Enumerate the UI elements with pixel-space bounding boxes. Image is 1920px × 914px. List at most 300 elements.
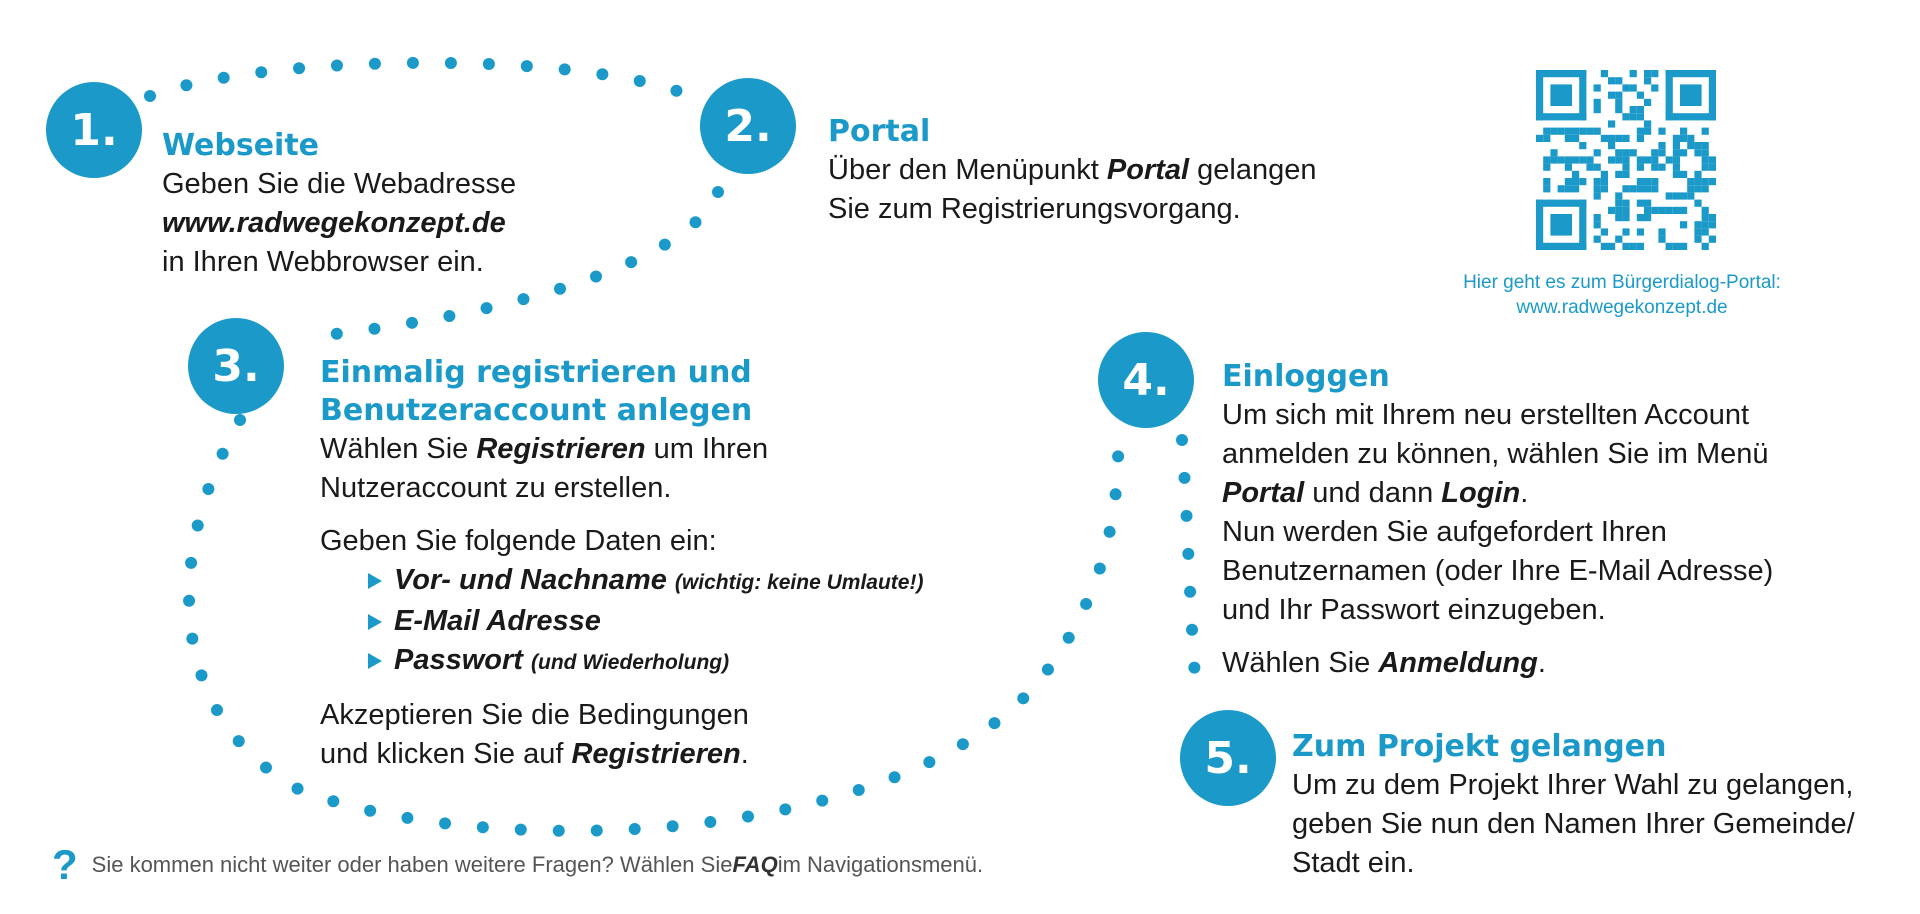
qr-module (1594, 214, 1601, 221)
connector-dot (1110, 488, 1122, 500)
qr-module (1694, 149, 1701, 156)
qr-finder (1536, 113, 1586, 120)
qr-module (1702, 142, 1709, 149)
qr-module (1586, 128, 1593, 135)
qr-module (1666, 192, 1673, 199)
qr-module (1586, 164, 1593, 171)
qr-module (1694, 185, 1701, 192)
faq-link[interactable]: FAQ (732, 852, 778, 877)
qr-module (1637, 92, 1644, 99)
qr-module (1615, 207, 1622, 214)
qr-module (1622, 149, 1629, 156)
qr-module (1658, 207, 1665, 214)
qr-module (1637, 156, 1644, 163)
qr-module (1644, 128, 1651, 135)
connector-dot (183, 595, 195, 607)
faq-text: Sie kommen nicht weiter oder haben weitere Fragen? Wählen Sie (91, 852, 733, 877)
step-3 (320, 354, 923, 774)
step-4-line: Um sich mit Ihrem neu erstellten Account (1222, 399, 1750, 431)
connector-dot (521, 60, 533, 72)
step-3-line (320, 430, 923, 469)
qr-module (1594, 149, 1601, 156)
connector-dot (634, 75, 646, 87)
login-label: Login (1441, 477, 1521, 509)
text: Über den Menüpunkt (828, 154, 1107, 186)
qr-module (1565, 128, 1572, 135)
step-3-line (320, 735, 923, 774)
connector-dot (670, 85, 682, 97)
qr-module (1680, 221, 1687, 228)
text: . (1537, 647, 1546, 679)
qr-module (1709, 178, 1716, 185)
qr-module (1601, 178, 1608, 185)
connector-dot (590, 271, 602, 283)
qr-module (1644, 77, 1651, 84)
connector-dot (515, 824, 527, 836)
qr-finder (1536, 243, 1586, 250)
qr-module (1608, 243, 1615, 250)
qr-module (1658, 236, 1665, 243)
qr-module (1622, 207, 1629, 214)
menu-portal-label: Portal (1222, 477, 1305, 509)
faq-text: im Navigationsmenü. (777, 852, 984, 877)
qr-module (1702, 207, 1709, 214)
connector-dot (553, 825, 565, 837)
connector-dot (217, 448, 229, 460)
qr-module (1615, 214, 1622, 221)
step-1-line: in Ihren Webbrowser ein. (162, 246, 484, 278)
qr-module (1615, 171, 1622, 178)
qr-finder (1680, 84, 1702, 106)
qr-module (1637, 128, 1644, 135)
qr-module (1615, 99, 1622, 106)
text: . (740, 738, 749, 770)
qr-module (1637, 214, 1644, 221)
text: . (1520, 477, 1529, 509)
qr-module (1615, 192, 1622, 199)
qr-finder (1536, 70, 1543, 120)
qr-module (1622, 200, 1629, 207)
step-2 (828, 113, 1317, 229)
connector-dot (439, 817, 451, 829)
triangle-bullet-icon (368, 573, 382, 589)
bullet-item (368, 602, 923, 641)
qr-module (1694, 221, 1701, 228)
text: Wählen Sie (1222, 647, 1379, 679)
qr-module (1709, 156, 1716, 163)
qr-module (1630, 84, 1637, 91)
qr-module (1673, 156, 1680, 163)
qr-module (1709, 214, 1716, 221)
qr-module (1644, 214, 1651, 221)
connector-dot (369, 58, 381, 70)
connector-dot (260, 762, 272, 774)
qr-module (1615, 156, 1622, 163)
qr-module (1702, 185, 1709, 192)
qr-module (1608, 156, 1615, 163)
connector-dot (368, 323, 380, 335)
qr-module (1608, 77, 1615, 84)
step-3-line: Akzeptieren Sie die Bedingungen (320, 699, 749, 731)
qr-module (1702, 243, 1709, 250)
qr-finder (1550, 84, 1572, 106)
qr-module (1680, 243, 1687, 250)
qr-module (1572, 128, 1579, 135)
qr-module (1644, 99, 1651, 106)
qr-finder (1550, 214, 1572, 236)
qr-module (1630, 113, 1637, 120)
qr-module (1615, 236, 1622, 243)
connector-dot (1017, 692, 1029, 704)
step-5-line: geben Sie nun den Namen Ihrer Gemeinde/ (1292, 808, 1855, 840)
qr-module (1622, 228, 1629, 235)
triangle-bullet-icon (368, 653, 382, 669)
connector-dot (667, 820, 679, 832)
connector-dot (1042, 663, 1054, 675)
qr-module (1572, 178, 1579, 185)
connector-dot (255, 66, 267, 78)
qr-module (1687, 135, 1694, 142)
step-4-badge: 4. (1098, 332, 1194, 428)
qr-module (1608, 135, 1615, 142)
connector-dot (180, 79, 192, 91)
connector-dot (816, 795, 828, 807)
qr-finder (1579, 70, 1586, 120)
qr-module (1550, 128, 1557, 135)
connector-dot (779, 803, 791, 815)
qr-module (1644, 207, 1651, 214)
connector-dot (554, 283, 566, 295)
qr-module (1680, 135, 1687, 142)
connector-dot (218, 72, 230, 84)
qr-module (1680, 149, 1687, 156)
connector-dot (406, 317, 418, 329)
qr-module (1565, 156, 1572, 163)
step-5-line: Um zu dem Projekt Ihrer Wahl zu gelangen, (1292, 769, 1854, 801)
connector-dot (331, 59, 343, 71)
qr-module (1637, 178, 1644, 185)
qr-module (1644, 185, 1651, 192)
qr-module (1543, 128, 1550, 135)
qr-finder (1536, 200, 1586, 207)
connector-dot (192, 519, 204, 531)
qr-module (1594, 221, 1601, 228)
qr-module (1637, 185, 1644, 192)
connector-dot (629, 823, 641, 835)
qr-module (1687, 142, 1694, 149)
connector-dot (196, 669, 208, 681)
qr-module (1658, 228, 1665, 235)
step-3-badge: 3. (188, 318, 284, 414)
anmeldung-label: Anmeldung (1378, 647, 1538, 679)
qr-module (1565, 135, 1572, 142)
qr-module (1702, 221, 1709, 228)
faq-hint (52, 841, 984, 888)
qr-caption-url: www.radwegekonzept.de (1516, 297, 1728, 318)
qr-module (1702, 164, 1709, 171)
qr-finder (1666, 70, 1716, 77)
qr-module (1680, 207, 1687, 214)
qr-module (1594, 164, 1601, 171)
text: und klicken Sie auf (320, 738, 572, 770)
qr-module (1615, 149, 1622, 156)
qr-module (1543, 164, 1550, 171)
qr-module (1680, 192, 1687, 199)
connector-dot (1112, 450, 1124, 462)
text: gelangen (1189, 154, 1317, 186)
qr-module (1615, 92, 1622, 99)
connector-dot (445, 57, 457, 69)
qr-module (1694, 200, 1701, 207)
connector-dot (1182, 548, 1194, 560)
step-3-line: Geben Sie folgende Daten ein: (320, 525, 717, 557)
connector-dot (1178, 472, 1190, 484)
qr-module (1622, 171, 1629, 178)
qr-module (1637, 243, 1644, 250)
qr-module (1694, 228, 1701, 235)
qr-module (1608, 92, 1615, 99)
qr-module (1550, 149, 1557, 156)
qr-module (1651, 70, 1658, 77)
connector-dot (625, 256, 637, 268)
step-2-line (828, 151, 1317, 190)
qr-module (1558, 185, 1565, 192)
qr-module (1622, 84, 1629, 91)
step-3-line: Nutzeraccount zu erstellen. (320, 472, 672, 504)
qr-module (1637, 113, 1644, 120)
step-2-badge: 2. (700, 78, 796, 174)
qr-module (1594, 236, 1601, 243)
qr-module (1601, 243, 1608, 250)
connector-dot (364, 805, 376, 817)
connector-dot (233, 735, 245, 747)
bullet-note: (wichtig: keine Umlaute!) (674, 571, 924, 594)
step-1 (162, 127, 516, 282)
qr-module (1673, 135, 1680, 142)
qr-module (1658, 128, 1665, 135)
qr-finder (1536, 70, 1586, 77)
qr-module (1694, 178, 1701, 185)
qr-module (1558, 128, 1565, 135)
qr-module (1594, 99, 1601, 106)
qr-module (1702, 156, 1709, 163)
connector-dot (559, 63, 571, 75)
qr-module (1694, 142, 1701, 149)
qr-module (1543, 185, 1550, 192)
qr-module (1630, 106, 1637, 113)
qr-module (1579, 142, 1586, 149)
qr-module (1637, 200, 1644, 207)
qr-module (1637, 135, 1644, 142)
qr-module (1608, 207, 1615, 214)
qr-code[interactable] (1536, 70, 1716, 250)
connector-dot (923, 756, 935, 768)
connector-dot (483, 58, 495, 70)
text: um Ihren (645, 433, 769, 465)
connector-dot (327, 795, 339, 807)
connector-dot (1188, 662, 1200, 674)
qr-module (1637, 164, 1644, 171)
qr-finder (1579, 200, 1586, 250)
connector-dot (712, 186, 724, 198)
connector-dot (292, 783, 304, 795)
qr-module (1673, 207, 1680, 214)
connector-dot (331, 328, 343, 340)
connector-dot (1080, 598, 1092, 610)
qr-finder (1709, 70, 1716, 120)
step-4-title: Einloggen (1222, 359, 1390, 394)
qr-module (1543, 156, 1550, 163)
step-4-line: und Ihr Passwort einzugeben. (1222, 594, 1606, 626)
qr-module (1673, 149, 1680, 156)
qr-module (1637, 106, 1644, 113)
step-5 (1292, 728, 1855, 883)
qr-module (1702, 149, 1709, 156)
qr-finder (1666, 113, 1716, 120)
qr-module (1615, 106, 1622, 113)
qr-module (1644, 178, 1651, 185)
qr-module (1565, 164, 1572, 171)
qr-module (1651, 178, 1658, 185)
step-2-title: Portal (828, 114, 931, 149)
connector-dot (293, 62, 305, 74)
text: Wählen Sie (320, 433, 477, 465)
step-1-badge: 1. (46, 82, 142, 178)
qr-module (1687, 192, 1694, 199)
connector-dot (401, 812, 413, 824)
connector-dot (1176, 434, 1188, 446)
connector-dot (689, 216, 701, 228)
qr-module (1637, 228, 1644, 235)
qr-module (1579, 156, 1586, 163)
qr-module (1622, 214, 1629, 221)
qr-module (1608, 120, 1615, 127)
connector-dot (481, 302, 493, 314)
register-label: Registrieren (476, 433, 646, 465)
qr-finder (1666, 70, 1673, 120)
qr-finder (1536, 200, 1543, 250)
connector-dot (1094, 563, 1106, 575)
bullet-item (368, 641, 923, 682)
qr-module (1615, 77, 1622, 84)
qr-caption-line: Hier geht es zum Bürgerdialog-Portal: (1463, 272, 1781, 293)
qr-module (1658, 164, 1665, 171)
qr-module (1565, 185, 1572, 192)
qr-module (1651, 84, 1658, 91)
qr-module (1651, 149, 1658, 156)
qr-module (1694, 171, 1701, 178)
qr-module (1694, 236, 1701, 243)
step-1-title: Webseite (162, 128, 320, 163)
question-icon: ? (52, 841, 78, 888)
connector-dot (202, 483, 214, 495)
qr-module (1601, 185, 1608, 192)
step-3-title (320, 354, 923, 430)
qr-module (1666, 243, 1673, 250)
qr-module (1658, 149, 1665, 156)
qr-module (1594, 128, 1601, 135)
connector-dot (659, 239, 671, 251)
qr-module (1673, 164, 1680, 171)
menu-portal-label: Portal (1106, 154, 1190, 186)
connector-dot (1063, 632, 1075, 644)
step-3-title-line: Benutzeraccount anlegen (320, 393, 753, 428)
qr-module (1651, 164, 1658, 171)
qr-module (1630, 185, 1637, 192)
connector-dot (211, 704, 223, 716)
qr-module (1622, 164, 1629, 171)
bullet-item (368, 561, 923, 602)
text: und dann (1304, 477, 1442, 509)
bullet-main: Vor- und Nachname (394, 564, 667, 596)
qr-module (1579, 178, 1586, 185)
step-4-line: anmelden zu können, wählen Sie im Menü (1222, 438, 1769, 470)
qr-module (1687, 185, 1694, 192)
step-5-line: Stadt ein. (1292, 847, 1415, 879)
connector-dot (144, 90, 156, 102)
connector-dot (477, 821, 489, 833)
qr-module (1680, 171, 1687, 178)
qr-module (1622, 185, 1629, 192)
connector-dot (517, 293, 529, 305)
bullet-main: Passwort (394, 644, 523, 676)
qr-module (1572, 135, 1579, 142)
connector-dot (1181, 510, 1193, 522)
qr-module (1622, 156, 1629, 163)
qr-module (1601, 171, 1608, 178)
connector-dot (596, 68, 608, 80)
connector-dot (704, 816, 716, 828)
qr-module (1644, 156, 1651, 163)
qr-module (1673, 243, 1680, 250)
connector-dot (443, 310, 455, 322)
qr-module (1709, 236, 1716, 243)
step-5-badge: 5. (1180, 710, 1276, 806)
step-4-line: Nun werden Sie aufgefordert Ihren (1222, 516, 1667, 548)
step-5-title: Zum Projekt gelangen (1292, 729, 1667, 764)
qr-module (1644, 200, 1651, 207)
qr-module (1601, 228, 1608, 235)
connector-dot (185, 557, 197, 569)
qr-module (1543, 135, 1550, 142)
connector-dot (186, 633, 198, 645)
qr-module (1594, 192, 1601, 199)
qr-module (1673, 142, 1680, 149)
qr-module (1622, 243, 1629, 250)
qr-module (1565, 178, 1572, 185)
qr-module (1630, 243, 1637, 250)
step-4-line: Benutzernamen (oder Ihre E-Mail Adresse) (1222, 555, 1774, 587)
qr-module (1666, 156, 1673, 163)
connector-dot (742, 810, 754, 822)
qr-module (1666, 207, 1673, 214)
step-4-line (1222, 644, 1773, 683)
connector-dot (1184, 586, 1196, 598)
qr-module (1543, 178, 1550, 185)
qr-module (1572, 156, 1579, 163)
connector-dot (1186, 624, 1198, 636)
qr-module (1709, 164, 1716, 171)
qr-module (1709, 221, 1716, 228)
bullet-main: E-Mail Adresse (394, 605, 601, 637)
qr-module (1651, 207, 1658, 214)
qr-module (1601, 70, 1608, 77)
connector-dot (853, 784, 865, 796)
step-2-line: Sie zum Registrierungsvorgang. (828, 193, 1241, 225)
qr-module (1594, 185, 1601, 192)
qr-module (1594, 84, 1601, 91)
qr-module (1630, 149, 1637, 156)
